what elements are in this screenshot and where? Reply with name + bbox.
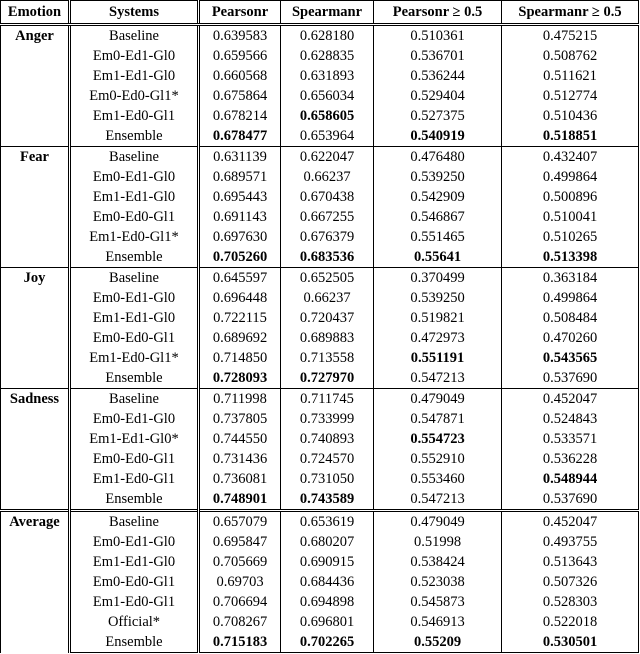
metric-value: 0.694898 (281, 592, 374, 612)
metric-value: 0.51998 (374, 532, 502, 552)
metric-value: 0.472973 (374, 328, 502, 348)
table-row (1, 511, 639, 533)
metric-value: 0.537690 (502, 489, 639, 511)
metric-value: 0.432407 (502, 147, 639, 168)
metric-value: 0.678214 (199, 106, 281, 126)
metric-value: 0.510436 (502, 106, 639, 126)
metric-value: 0.744550 (199, 429, 281, 449)
metric-value: 0.479049 (374, 511, 502, 533)
metric-value: 0.628835 (281, 46, 374, 66)
system-name: Baseline (70, 25, 199, 47)
metric-value: 0.683536 (281, 247, 374, 268)
metric-value: 0.695443 (199, 187, 281, 207)
metric-value: 0.737805 (199, 409, 281, 429)
header-spearmanr-05: Spearmanr ≥ 0.5 (502, 1, 639, 25)
system-name: Official* (70, 612, 199, 632)
metric-value: 0.475215 (502, 25, 639, 47)
table-row (1, 449, 639, 469)
metric-value: 0.676379 (281, 227, 374, 247)
metric-value: 0.684436 (281, 572, 374, 592)
system-name: Em1-Ed0-Gl1 (70, 469, 199, 489)
metric-value: 0.653619 (281, 511, 374, 533)
metric-value: 0.548944 (502, 469, 639, 489)
metric-value: 0.702265 (281, 632, 374, 653)
metric-value: 0.680207 (281, 532, 374, 552)
metric-value: 0.547871 (374, 409, 502, 429)
table-row (1, 572, 639, 592)
metric-value: 0.499864 (502, 167, 639, 187)
system-name: Em0-Ed0-Gl1 (70, 207, 199, 227)
system-name: Em0-Ed0-Gl1 (70, 449, 199, 469)
header-systems: Systems (70, 1, 199, 25)
metric-value: 0.731436 (199, 449, 281, 469)
metric-value: 0.696448 (199, 288, 281, 308)
table-row (1, 389, 639, 410)
emotion-label: Average (1, 511, 70, 653)
system-name: Em1-Ed0-Gl1 (70, 592, 199, 612)
metric-value: 0.713558 (281, 348, 374, 368)
system-name: Em0-Ed1-Gl0 (70, 409, 199, 429)
metric-value: 0.536228 (502, 449, 639, 469)
metric-value: 0.622047 (281, 147, 374, 168)
header-pearsonr: Pearsonr (199, 1, 281, 25)
metric-value: 0.470260 (502, 328, 639, 348)
metric-value: 0.363184 (502, 268, 639, 289)
emotion-label: Sadness (1, 389, 70, 511)
metric-value: 0.652505 (281, 268, 374, 289)
metric-value: 0.631139 (199, 147, 281, 168)
metric-value: 0.695847 (199, 532, 281, 552)
system-name: Ensemble (70, 247, 199, 268)
table-row (1, 469, 639, 489)
header-pearsonr-05: Pearsonr ≥ 0.5 (374, 1, 502, 25)
metric-value: 0.536701 (374, 46, 502, 66)
metric-value: 0.552910 (374, 449, 502, 469)
metric-value: 0.631893 (281, 66, 374, 86)
metric-value: 0.708267 (199, 612, 281, 632)
metric-value: 0.689883 (281, 328, 374, 348)
metric-value: 0.653964 (281, 126, 374, 147)
metric-value: 0.499864 (502, 288, 639, 308)
table-row (1, 592, 639, 612)
metric-value: 0.545873 (374, 592, 502, 612)
emotion-label: Fear (1, 147, 70, 268)
metric-value: 0.658605 (281, 106, 374, 126)
system-name: Em0-Ed0-Gl1 (70, 572, 199, 592)
table-row (1, 227, 639, 247)
system-name: Em1-Ed1-Gl0* (70, 429, 199, 449)
table-row (1, 25, 639, 47)
metric-value: 0.66237 (281, 167, 374, 187)
system-name: Ensemble (70, 489, 199, 511)
table-row (1, 126, 639, 147)
metric-value: 0.518851 (502, 126, 639, 147)
metric-value: 0.513643 (502, 552, 639, 572)
metric-value: 0.539250 (374, 167, 502, 187)
table-row (1, 167, 639, 187)
metric-value: 0.543565 (502, 348, 639, 368)
metric-value: 0.731050 (281, 469, 374, 489)
metric-value: 0.551191 (374, 348, 502, 368)
table-row (1, 612, 639, 632)
metric-value: 0.667255 (281, 207, 374, 227)
table-row (1, 247, 639, 268)
system-name: Baseline (70, 389, 199, 410)
table-row (1, 288, 639, 308)
metric-value: 0.536244 (374, 66, 502, 86)
header-emotion: Emotion (1, 1, 70, 25)
metric-value: 0.645597 (199, 268, 281, 289)
emotion-label: Anger (1, 25, 70, 147)
metric-value: 0.675864 (199, 86, 281, 106)
metric-value: 0.508484 (502, 308, 639, 328)
system-name: Em1-Ed0-Gl1* (70, 348, 199, 368)
metric-value: 0.540919 (374, 126, 502, 147)
table-row (1, 489, 639, 511)
metric-value: 0.370499 (374, 268, 502, 289)
system-name: Ensemble (70, 632, 199, 653)
table-row (1, 207, 639, 227)
metric-value: 0.657079 (199, 511, 281, 533)
system-name: Em1-Ed1-Gl0 (70, 66, 199, 86)
metric-value: 0.500896 (502, 187, 639, 207)
metric-value: 0.546913 (374, 612, 502, 632)
metric-value: 0.539250 (374, 288, 502, 308)
metric-value: 0.479049 (374, 389, 502, 410)
table-row (1, 46, 639, 66)
table-row (1, 409, 639, 429)
metric-value: 0.639583 (199, 25, 281, 47)
table-row (1, 532, 639, 552)
metric-value: 0.476480 (374, 147, 502, 168)
metric-value: 0.689571 (199, 167, 281, 187)
metric-value: 0.748901 (199, 489, 281, 511)
metric-value: 0.554723 (374, 429, 502, 449)
metric-value: 0.724570 (281, 449, 374, 469)
metric-value: 0.512774 (502, 86, 639, 106)
metric-value: 0.736081 (199, 469, 281, 489)
metric-value: 0.537690 (502, 368, 639, 389)
metric-value: 0.551465 (374, 227, 502, 247)
metric-value: 0.523038 (374, 572, 502, 592)
metric-value: 0.678477 (199, 126, 281, 147)
system-name: Baseline (70, 268, 199, 289)
metric-value: 0.547213 (374, 489, 502, 511)
system-name: Em1-Ed1-Gl0 (70, 552, 199, 572)
metric-value: 0.697630 (199, 227, 281, 247)
system-name: Em0-Ed1-Gl0 (70, 288, 199, 308)
system-name: Em0-Ed1-Gl0 (70, 46, 199, 66)
metric-value: 0.55209 (374, 632, 502, 653)
system-name: Em1-Ed0-Gl1* (70, 227, 199, 247)
table-row (1, 106, 639, 126)
table-row (1, 268, 639, 289)
metric-value: 0.55641 (374, 247, 502, 268)
table-row (1, 308, 639, 328)
table-row (1, 66, 639, 86)
table-row (1, 348, 639, 368)
metric-value: 0.733999 (281, 409, 374, 429)
metric-value: 0.691143 (199, 207, 281, 227)
table-row (1, 86, 639, 106)
metric-value: 0.714850 (199, 348, 281, 368)
metric-value: 0.510265 (502, 227, 639, 247)
metric-value: 0.507326 (502, 572, 639, 592)
header-spearmanr: Spearmanr (281, 1, 374, 25)
metric-value: 0.66237 (281, 288, 374, 308)
metric-value: 0.628180 (281, 25, 374, 47)
metric-value: 0.670438 (281, 187, 374, 207)
metric-value: 0.533571 (502, 429, 639, 449)
table-row (1, 552, 639, 572)
table-body (1, 25, 639, 653)
metric-value: 0.722115 (199, 308, 281, 328)
metric-value: 0.547213 (374, 368, 502, 389)
system-name: Baseline (70, 511, 199, 533)
metric-value: 0.690915 (281, 552, 374, 572)
metric-value: 0.740893 (281, 429, 374, 449)
metric-value: 0.452047 (502, 511, 639, 533)
metric-value: 0.711745 (281, 389, 374, 410)
table-row (1, 429, 639, 449)
metric-value: 0.538424 (374, 552, 502, 572)
metric-value: 0.689692 (199, 328, 281, 348)
metric-value: 0.743589 (281, 489, 374, 511)
metric-value: 0.696801 (281, 612, 374, 632)
system-name: Em0-Ed0-Gl1 (70, 328, 199, 348)
metric-value: 0.522018 (502, 612, 639, 632)
system-name: Ensemble (70, 368, 199, 389)
metric-value: 0.493755 (502, 532, 639, 552)
metric-value: 0.527375 (374, 106, 502, 126)
metric-value: 0.728093 (199, 368, 281, 389)
metric-value: 0.513398 (502, 247, 639, 268)
system-name: Em0-Ed0-Gl1* (70, 86, 199, 106)
metric-value: 0.715183 (199, 632, 281, 653)
metric-value: 0.705669 (199, 552, 281, 572)
metric-value: 0.546867 (374, 207, 502, 227)
emotion-label: Joy (1, 268, 70, 389)
system-name: Em0-Ed1-Gl0 (70, 167, 199, 187)
table-row (1, 147, 639, 168)
metric-value: 0.519821 (374, 308, 502, 328)
table-row (1, 632, 639, 653)
metric-value: 0.705260 (199, 247, 281, 268)
table-row (1, 368, 639, 389)
metric-value: 0.711998 (199, 389, 281, 410)
system-name: Em1-Ed1-Gl0 (70, 187, 199, 207)
metric-value: 0.524843 (502, 409, 639, 429)
table-row (1, 187, 639, 207)
metric-value: 0.511621 (502, 66, 639, 86)
metric-value: 0.656034 (281, 86, 374, 106)
table-row (1, 328, 639, 348)
metric-value: 0.510361 (374, 25, 502, 47)
system-name: Em1-Ed0-Gl1 (70, 106, 199, 126)
header-row (1, 1, 639, 25)
metric-value: 0.529404 (374, 86, 502, 106)
metric-value: 0.530501 (502, 632, 639, 653)
metric-value: 0.542909 (374, 187, 502, 207)
metric-value: 0.727970 (281, 368, 374, 389)
metric-value: 0.659566 (199, 46, 281, 66)
metric-value: 0.452047 (502, 389, 639, 410)
system-name: Em1-Ed1-Gl0 (70, 308, 199, 328)
metric-value: 0.553460 (374, 469, 502, 489)
system-name: Baseline (70, 147, 199, 168)
metric-value: 0.528303 (502, 592, 639, 612)
metric-value: 0.706694 (199, 592, 281, 612)
metric-value: 0.510041 (502, 207, 639, 227)
metric-value: 0.660568 (199, 66, 281, 86)
system-name: Ensemble (70, 126, 199, 147)
metric-value: 0.69703 (199, 572, 281, 592)
metric-value: 0.508762 (502, 46, 639, 66)
metric-value: 0.720437 (281, 308, 374, 328)
system-name: Em0-Ed1-Gl0 (70, 532, 199, 552)
